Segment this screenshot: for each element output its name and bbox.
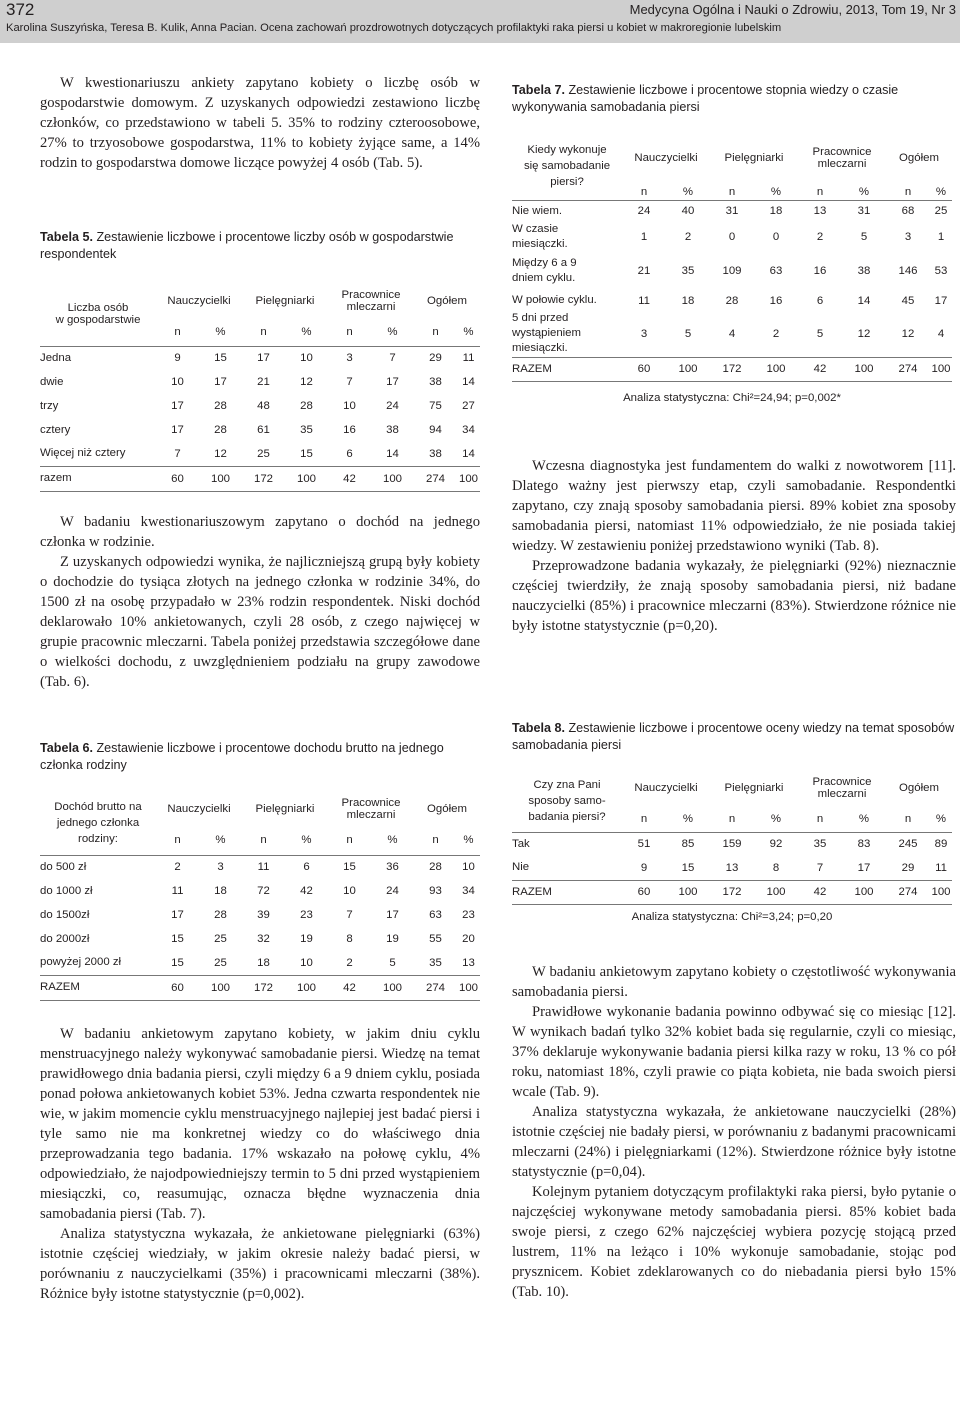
table-cell: 85 [666,832,710,856]
statistical-analysis: Analiza statystyczna: Chi²=24,94; p=0,002* [623,391,841,404]
table-cell: 100 [666,357,710,381]
table-cell: 2 [684,231,692,243]
table-row [40,879,480,903]
paragraph: Analiza statystyczna wykazała, że ankietowane pielęgniarki (63%) istotnie częściej wiedziały, w jakim okresie należy badać piersi, w porównaniu z nauczycielkami (35%) i pracownicami mleczarni (38%). Różnice były istotne statystycznie (p=0,002). [40,1226,480,1302]
table-cell: 7 [816,861,824,874]
table-cell: 42 [300,885,313,897]
table-row [40,346,480,370]
table-cell: 172 [242,975,285,1000]
table-cell: 172 [242,466,285,491]
table-cell: 24 [622,200,666,222]
col-header-pielegniarki: Pielęgniarki [724,152,784,164]
table-cell: 172 [710,880,754,904]
table-cell: 13 [798,200,842,222]
table-cell: 0 [728,231,736,243]
table-cell: 60 [156,466,199,491]
table-cell: 245 [886,832,930,856]
table-cell: 28 [414,855,457,879]
table-caption: Tabela 6. Zestawienie liczbowe i procentowe dochodu brutto na jednego członka rodziny [40,741,444,772]
table-7 [512,82,956,404]
table-row [40,442,480,466]
statistical-analysis: Analiza statystyczna: Chi²=3,24; p=0,20 [631,910,833,923]
table-cell: 9 [640,861,648,874]
table-cell: 17 [386,909,399,921]
table-cell: 42 [798,357,842,381]
table-row [512,357,952,381]
table-cell: 8 [346,933,353,945]
col-header-pielegniarki: Pielęgniarki [255,295,315,307]
table-cell: 38 [386,424,399,436]
table-cell: 15 [171,956,184,969]
table-row [40,394,480,418]
col-header-pracownice: Pracownice mleczarni [812,776,872,800]
table-cell: 11 [242,855,285,879]
table-cell: 18 [257,956,270,969]
table-cell: 17 [934,294,948,307]
row-label: RAZEM [512,357,622,381]
table-cell: 51 [622,832,666,856]
table-row [512,290,952,311]
table-cell: 9 [156,346,199,370]
table-cell: 172 [710,357,754,381]
right-column-text-2 [512,962,956,1302]
table-cell: 18 [681,294,695,307]
table-cell: 7 [371,346,414,370]
table-cell: 2 [772,327,780,340]
row-label: Jedna [40,346,156,370]
col-header-ogolem: Ogółem [427,295,467,307]
table-cell: 1 [937,231,945,243]
table-cell: 14 [462,447,475,460]
table-cell: 31 [842,200,886,222]
table-cell: 100 [754,357,798,381]
table-cell: 2 [816,231,824,243]
table-cell: 16 [813,265,827,277]
table-cell: 11 [638,294,650,307]
col-header-ogolem: Ogółem [899,782,939,794]
table-cell: 93 [429,885,442,897]
table-cell: 100 [842,357,886,381]
table-cell: 20 [462,933,475,945]
table-cell: 24 [386,400,399,412]
table-row [40,855,480,879]
paragraph: W badaniu ankietowym zapytano kobiety, w jakim dniu cyklu menstruacyjnego należy wykonywać samobadanie piersi. Wiedzę na temat prawidłowego dnia badania piersi, czyli między 6 a 9 dniem cyklu, posiada ponad połowa ankietowanych kobiet 53%. Jedna czwarta respondentek nie wie, w jakim momencie cyklu menstruacyjnego najlepiej jest badać piersi i tyle samo nie ma konkretnej wiedzy co do właściwego dnia przeprowadzania tego badania. 17% wskazało na połowę cyklu, 4% odpowiedziało, że najodpowiedniejszy termin to 5 dni przed wystąpieniem miesiączki, co, reasumując, oznacza błędne wyznaczenia dnia samobadania piersi (Tab. 7). [40,1026,480,1222]
table-cell: 25 [930,200,952,222]
row-label: cztery [40,423,71,436]
table-cell: 3 [904,231,912,243]
table-cell: 53 [934,265,948,277]
col-header-nauczycielki: Nauczycielki [634,152,698,164]
table-cell: 159 [710,832,754,856]
table-cell: 21 [637,265,651,277]
table-cell: 28 [214,400,227,412]
row-label: Tak [512,832,622,856]
table-row [40,951,480,975]
table-cell: 100 [666,880,710,904]
table-cell: 3 [328,346,371,370]
row-label: do 2000zł [40,932,90,945]
table-cell: 19 [300,933,313,945]
table-cell: 17 [171,424,184,436]
table-cell: 18 [754,200,798,222]
table-row [512,832,952,856]
table-cell: 15 [199,346,242,370]
table-cell: 15 [328,855,371,879]
table-cell: 28 [300,400,313,412]
table-cell: 61 [257,424,270,436]
table-cell: 68 [886,200,930,222]
table-cell: 12 [214,447,227,460]
table-row [512,200,952,222]
table-cell: 14 [462,376,475,388]
col-header-pielegniarki: Pielęgniarki [724,782,784,794]
left-column-text-2 [40,512,480,692]
table-cell: 14 [857,294,871,307]
page-number: 372 [6,0,35,19]
table-cell: 38 [857,265,871,277]
table-cell: 5 [816,327,824,340]
table-cell: 34 [462,424,475,436]
table-cell: 4 [728,327,736,340]
table-cell: 12 [857,327,871,340]
col-header-nauczycielki: Nauczycielki [634,782,698,794]
subheader-row: n % n % n % n % [174,833,474,846]
table-cell: 16 [343,424,356,436]
subheader-row: n % n % n % n % [174,326,474,339]
table-cell: 100 [371,975,414,1000]
table-caption: Tabela 7. Zestawienie liczbowe i procentowe stopnia wiedzy o czasie wykonywania samobadania piersi [512,83,899,114]
row-label: Nie wiem. [512,200,622,222]
table-cell: 100 [930,880,952,904]
table-cell: 11 [935,861,947,874]
table-cell: 28 [214,909,227,921]
row-label: powyżej 2000 zł [40,956,122,969]
table-cell: 3 [199,855,242,879]
left-column-text-3 [40,1024,480,1304]
table-cell: 31 [710,200,754,222]
row-label: razem [40,466,156,491]
table-cell: 25 [214,933,227,945]
table-cell: 7 [346,376,353,388]
table-cell: 10 [343,400,356,412]
table-cell: 5 [389,956,396,969]
table-cell: 17 [171,400,184,412]
row-header: Dochód brutto na jednego członka rodziny: [54,801,142,846]
table-row [40,370,480,394]
table-cell: 29 [901,861,915,874]
subheader-row: n % n % n % n % [640,812,947,825]
table-cell: 48 [257,400,270,412]
table-row [40,466,480,491]
row-label: W połowie cyklu. [512,294,597,306]
table-cell: 19 [386,933,399,945]
paragraph: W badaniu ankietowym zapytano kobiety o częstotliwość wykonywania samobadania piersi. [512,964,956,1000]
table-cell: 5 [684,327,692,340]
table-row [40,418,480,442]
table-cell: 1 [640,231,648,243]
table-cell: 100 [199,975,242,1000]
table-cell: 17 [242,346,285,370]
table-cell: 13 [725,861,739,874]
table-cell: 7 [174,447,181,460]
table-cell: 2 [346,956,353,969]
table-cell: 24 [386,885,399,897]
table-cell: 109 [722,265,742,277]
table-caption: Tabela 5. Zestawienie liczbowe i procentowe liczby osób w gospodarstwie respondentek [40,230,454,261]
table-cell: 60 [622,357,666,381]
paragraph: W kwestionariuszu ankiety zapytano kobiety o liczbę osób w gospodarstwie domowym. Z uzyskanych odpowiedzi zestawiono liczbę członków, co przedstawiono w tabeli 5. 35% to rodziny czteroosobowe, 27% to trzyosobowe gospodarstwa, 11% to kobiety żyjące same, a 14% rodzin to gospodarstwa domowe liczące powyżej 4 osób (Tab. 5). [40,75,480,171]
paragraph: Kolejnym pytaniem dotyczącym profilaktyki raka piersi, było pytanie o najczęściej wykonywane metody samobadania piersi. 85% kobiet bada swoje piersi, z czego 62% najczęściej wybiera pozycję stojącą przed lustrem, 11% na leżąco i 10% wykonuje samobadanie, stojąc pod prysznicem. Kobiet zdeklarowanych co do niebadania piersi było 15% (Tab. 10). [512,1184,956,1300]
table-cell: 60 [622,880,666,904]
table-cell: 36 [371,855,414,879]
table-cell: 35 [429,956,442,969]
table-cell: 89 [930,832,952,856]
table-cell: 40 [666,200,710,222]
table-cell: 15 [171,933,184,945]
table-cell: 38 [429,447,442,460]
table-cell: 11 [171,885,184,897]
table-cell: 27 [462,400,475,412]
table-5 [40,229,480,492]
right-column-text-1 [512,456,956,636]
table-cell: 63 [769,265,783,277]
table-cell: 4 [937,327,945,340]
table-cell: 25 [257,447,270,460]
table-cell: 146 [898,265,918,277]
table-cell: 2 [156,855,199,879]
table-cell: 94 [429,424,442,436]
table-cell: 34 [462,885,475,897]
table-cell: 16 [769,294,783,307]
running-title: Karolina Suszyńska, Teresa B. Kulik, Anna Pacian. Ocena zachowań prozdrowotnych dotyczących profilaktyki raka piersi u kobiet w makroregionie lubelskim [6,22,782,34]
row-header: Kiedy wykonuje się samobadanie piersi? [523,143,611,188]
table-row [512,222,952,252]
table-row [512,856,952,880]
row-label: do 1000 zł [40,884,93,897]
table-cell: 13 [462,956,475,969]
table-6 [40,740,480,1001]
row-label: Między 6 a 9 dniem cyklu. [512,257,577,284]
row-header: Czy zna Pani sposoby samo- badania piersi? [528,778,606,823]
paragraph: Przeprowadzone badania wykazały, że pielęgniarki (92%) nieznacznie częściej twierdziły, że znają sposoby samobadania piersi, niż badane nauczycielki (85%) i pracownice mleczarni (83%). Stwierdzone różnice nie były istotne statystycznie (p=0,20). [512,558,956,634]
row-label: RAZEM [40,975,156,1000]
table-cell: 12 [901,327,915,340]
col-header-pracownice: Pracownice mleczarni [341,796,401,821]
row-label: W czasie miesiączki. [512,223,568,250]
col-header-ogolem: Ogółem [427,802,467,815]
table-cell: 60 [156,975,199,1000]
table-cell: 42 [328,466,371,491]
row-label: 5 dni przed wystąpieniem miesiączki. [512,312,582,355]
table-cell: 274 [886,357,930,381]
table-cell: 8 [772,861,780,874]
table-cell: 63 [429,909,442,921]
paragraph: Prawidłowe wykonanie badania powinno odbywać się co miesiąc [12]. W wynikach badań tylko 32% kobiet bada się regularnie, czyli co miesiąc, 37% deklaruje wykonywanie badania piersi kilka razy w roku, 13 % co pół roku, natomiast 18%, czyli prawie co piąta kobieta, nie bada swoich piersi wcale (Tab. 9). [512,1004,956,1100]
row-label: Więcej niż cztery [40,447,126,460]
table-cell: 42 [798,880,842,904]
table-cell: 17 [171,909,184,921]
table-cell: 42 [328,975,371,1000]
table-cell: 6 [346,447,353,460]
table-cell: 38 [429,376,442,388]
paragraph: Wczesna diagnostyka jest fundamentem do walki z nowotworem [11]. Dlatego ważny jest pierwszy etap, czyli samobadanie. Respondentki zapytano, czy znają sposoby samobadania piersi. 89% kobiet zna sposoby samobadania piersi, natomiast 11% odpowiedziało, że nie posiada takiej wiedzy. W zestawieniu poniżej przedstawiono wyniki (Tab. 8). [512,458,956,554]
table-cell: 100 [930,357,952,381]
table-cell: 5 [860,231,868,243]
paragraph: Analiza statystyczna wykazała, że ankietowane nauczycielki (28%) istotnie częściej nie badały piersi, w porównaniu z badanymi pracownicami mleczarni (24%) i pielęgniarkami (12%). Stwierdzone różnice były istotne statystycznie (p=0,04). [512,1104,956,1180]
table-cell: 12 [300,376,313,388]
table-cell: 39 [257,909,270,921]
subheader-row: n % n % n % n % [640,185,947,198]
table-cell: 17 [857,861,871,874]
table-cell: 100 [457,975,480,1000]
table-cell: 35 [681,265,695,277]
table-cell: 100 [285,975,328,1000]
table-cell: 55 [429,933,442,945]
row-label: do 500 zł [40,855,156,879]
col-header-ogolem: Ogółem [899,152,939,164]
table-cell: 100 [371,466,414,491]
col-header-pracownice: Pracownice mleczarni [812,146,872,170]
table-cell: 6 [816,294,824,307]
row-header: Liczba osób w gospodarstwie [55,302,141,327]
table-cell: 75 [429,400,442,412]
paragraph: Z uzyskanych odpowiedzi wynika, że najliczniejszą grupą były kobiety o dochodzie do tysiąca złotych na jednego członka w rodzinie 34%, do 1500 zł na osobę przypadało w 23% rodzin respondentek. Niski dochód deklarowało 10% ankietowanych, czyli 28 osób, z czego najwięcej w grupie pracownic mleczarni. Tabela poniżej przedstawia szczegółowe dane o wielkości dochodu, z uwzględnieniem podziału na grupy zawodowe (Tab. 6). [40,554,480,690]
table-cell: 3 [640,327,648,340]
table-cell: 10 [285,346,328,370]
table-cell: 11 [457,346,480,370]
row-label: trzy [40,399,59,412]
table-cell: 100 [842,880,886,904]
table-cell: 100 [457,466,480,491]
table-cell: 274 [886,880,930,904]
table-cell: 35 [798,832,842,856]
col-header-nauczycielki: Nauczycielki [167,802,231,815]
table-cell: 83 [842,832,886,856]
table-cell: 100 [754,880,798,904]
table-cell: 29 [414,346,457,370]
table-cell: 10 [171,376,184,388]
col-header-nauczycielki: Nauczycielki [167,295,231,307]
table-cell: 45 [901,294,915,307]
table-cell: 25 [214,956,227,969]
table-cell: 10 [343,885,356,897]
table-cell: 92 [754,832,798,856]
table-row [40,927,480,951]
table-cell: 18 [214,885,227,897]
row-label: Nie [512,861,530,874]
table-row [40,975,480,1000]
table-cell: 21 [257,376,270,388]
paragraph: W badaniu kwestionariuszowym zapytano o dochód na jednego członka w rodzinie. [40,514,480,550]
table-cell: 23 [300,909,313,921]
table-cell: 15 [300,447,313,460]
table-cell: 100 [285,466,328,491]
table-cell: 32 [257,933,270,945]
table-cell: 274 [414,466,457,491]
journal-title: Medycyna Ogólna i Nauki o Zdrowiu, 2013, Tom 19, Nr 3 [629,2,956,17]
table-cell: 0 [772,231,780,243]
table-cell: 274 [414,975,457,1000]
table-cell: 28 [725,294,739,307]
table-cell: 23 [462,909,475,921]
table-cell: 72 [257,885,270,897]
table-cell: 17 [386,376,399,388]
table-cell: 10 [300,956,313,969]
row-label: RAZEM [512,880,622,904]
row-label: dwie [40,375,64,388]
left-column [40,73,480,173]
table-cell: 100 [199,466,242,491]
col-header-pracownice: Pracownice mleczarni [341,289,401,313]
table-row [512,880,952,904]
table-8 [512,720,956,923]
table-caption: Tabela 8. Zestawienie liczbowe i procentowe oceny wiedzy na temat sposobów samobadania piersi [512,721,955,752]
table-row [512,252,952,290]
table-row [40,903,480,927]
table-cell: 35 [300,424,313,436]
table-cell: 15 [681,861,695,874]
table-cell: 7 [346,909,353,921]
table-cell: 14 [386,447,399,460]
table-cell: 28 [214,424,227,436]
table-row [512,311,952,357]
table-cell: 10 [457,855,480,879]
table-cell: 17 [214,376,227,388]
table-cell: 6 [285,855,328,879]
col-header-pielegniarki: Pielęgniarki [255,802,315,815]
row-label: do 1500zł [40,908,90,921]
